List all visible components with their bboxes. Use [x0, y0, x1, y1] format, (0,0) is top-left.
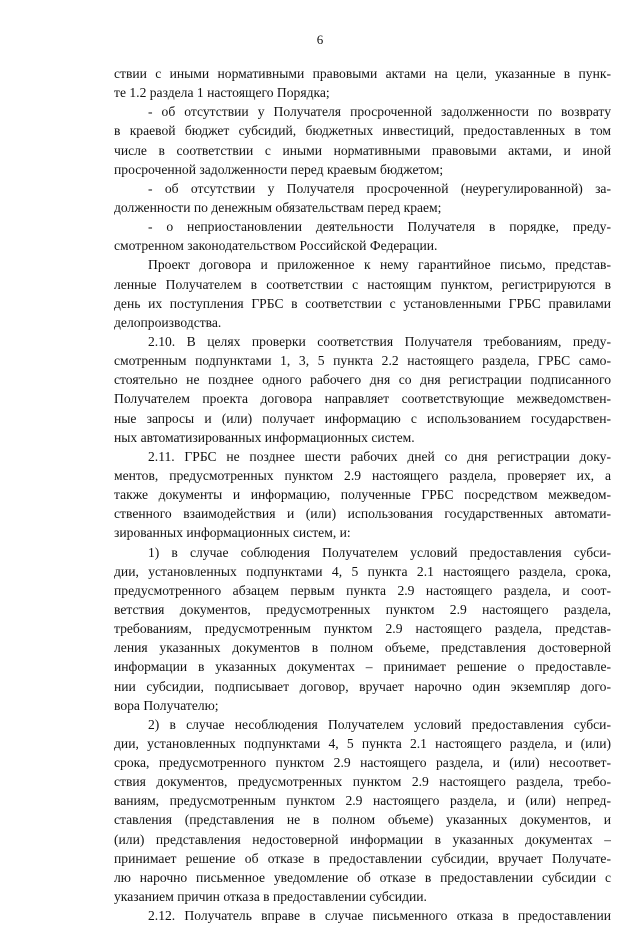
text-line: ных автоматизированных информационных систем.	[114, 429, 415, 445]
text-line: нии субсидии, подписывает договор, вручает нарочно один экземпляр дого-	[114, 678, 611, 694]
text-line: - об отсутствии у Получателя просроченной (неурегулированной) за-	[148, 180, 611, 196]
text-line: ствии с иными нормативными правовыми актами на цели, указанные в пунк-	[114, 66, 611, 81]
text-line: ментов, предусмотренных пунктом 2.9 настоящего раздела, проверяет их, а	[114, 467, 611, 483]
text-line: смотренном законодательством Российской Федерации.	[114, 238, 438, 254]
text-line: 2.10. В целях проверки соответствия Получателя требованиям, преду-	[148, 333, 611, 349]
text-line: ления указанных документов в полном объеме, представления достоверной	[114, 640, 611, 656]
text-line: ные запросы и (или) получает информацию с использованием государствен-	[114, 410, 611, 426]
text-line: день их поступления ГРБС в соответствии с установленными ГРБС правилами	[114, 295, 611, 311]
text-line: требованиям, предусмотренным пунктом 2.9 настоящего раздела, представ-	[114, 621, 611, 637]
text-line: (или) представления недостоверной информации в указанных документах –	[114, 831, 611, 847]
text-line: дии, установленных подпунктами 4, 5 пункта 2.1 настоящего раздела, срока,	[114, 563, 611, 579]
text-line: те 1.2 раздела 1 настоящего Порядка;	[114, 85, 330, 101]
text-line: 2) в случае несоблюдения Получателем условий предоставления субси-	[148, 716, 611, 732]
text-line: зированных информационных систем, и:	[114, 525, 351, 541]
text-line: смотренным подпунктами 1, 3, 5 пункта 2.2 настоящего раздела, ГРБС само-	[114, 353, 611, 369]
text-line: числе в соответствии с иными нормативными правовыми актами, и иной	[114, 142, 611, 158]
text-line: дии, установленных подпунктами 4, 5 пункта 2.1 настоящего раздела, и (или)	[114, 735, 611, 751]
text-line: указанием причин отказа в предоставлении субсидии.	[114, 889, 427, 905]
text-line: долженности по денежным обязательствам перед краем;	[114, 199, 442, 215]
text-line: ветствия документов, предусмотренных пунктом 2.9 настоящего раздела,	[114, 601, 611, 617]
text-line: стоятельно не позднее одного рабочего дня со дня регистрации подписанного	[114, 372, 611, 388]
text-line: ленные Получателем в соответствии с настоящим пунктом, регистрируются в	[114, 276, 611, 292]
text-line: ственного взаимодействия и (или) использования государственных автомати-	[114, 506, 611, 522]
text-line: ставления (представления не в полном объеме) указанных документов, и	[114, 812, 611, 828]
text-line: срока, предусмотренного пунктом 2.9 настоящего раздела, и (или) несоответ-	[114, 755, 611, 771]
text-line: 2.11. ГРБС не позднее шести рабочих дней со дня регистрации доку-	[148, 448, 611, 464]
text-line: делопроизводства.	[114, 314, 222, 330]
page-number: 6	[316, 32, 324, 47]
text-line: предусмотренного абзацем первым пункта 2.9 настоящего раздела, и соот-	[114, 582, 611, 598]
text-line: - о неприостановлении деятельности Получателя в порядке, преду-	[148, 219, 611, 235]
text-line: - об отсутствии у Получателя просроченной задолженности по возврату	[148, 104, 611, 120]
text-line: вора Получателю;	[114, 697, 219, 713]
text-line: просроченной задолженности перед краевым бюджетом;	[114, 161, 444, 177]
text-line: также документы и информацию, полученные ГРБС посредством межведом-	[114, 487, 611, 503]
text-line: ваниям, предусмотренным пунктом 2.9 настоящего раздела, и (или) непред-	[114, 793, 611, 809]
text-line: в краевой бюджет субсидий, бюджетных инвестиций, предоставленных в том	[114, 123, 611, 139]
text-line: Получателем проекта договора направляет соответствующие межведомствен-	[114, 391, 611, 407]
text-line: 1) в случае соблюдения Получателем условий предоставления субси-	[148, 544, 611, 560]
text-line: принимает решение об отказе в предоставлении субсидии, вручает Получате-	[114, 850, 611, 866]
document-body	[114, 64, 611, 925]
text-line: 2.12. Получатель вправе в случае письменного отказа в предоставлении	[148, 908, 611, 924]
text-line: ствия документов, предусмотренных пунктом 2.9 настоящего раздела, требо-	[114, 774, 611, 790]
text-line: Проект договора и приложенное к нему гарантийное письмо, представ-	[148, 257, 611, 273]
text-line: лю нарочно письменное уведомление об отказе в предоставлении субсидии с	[114, 869, 611, 885]
text-line: информации в указанных документах – принимает решение о предоставле-	[114, 659, 611, 675]
